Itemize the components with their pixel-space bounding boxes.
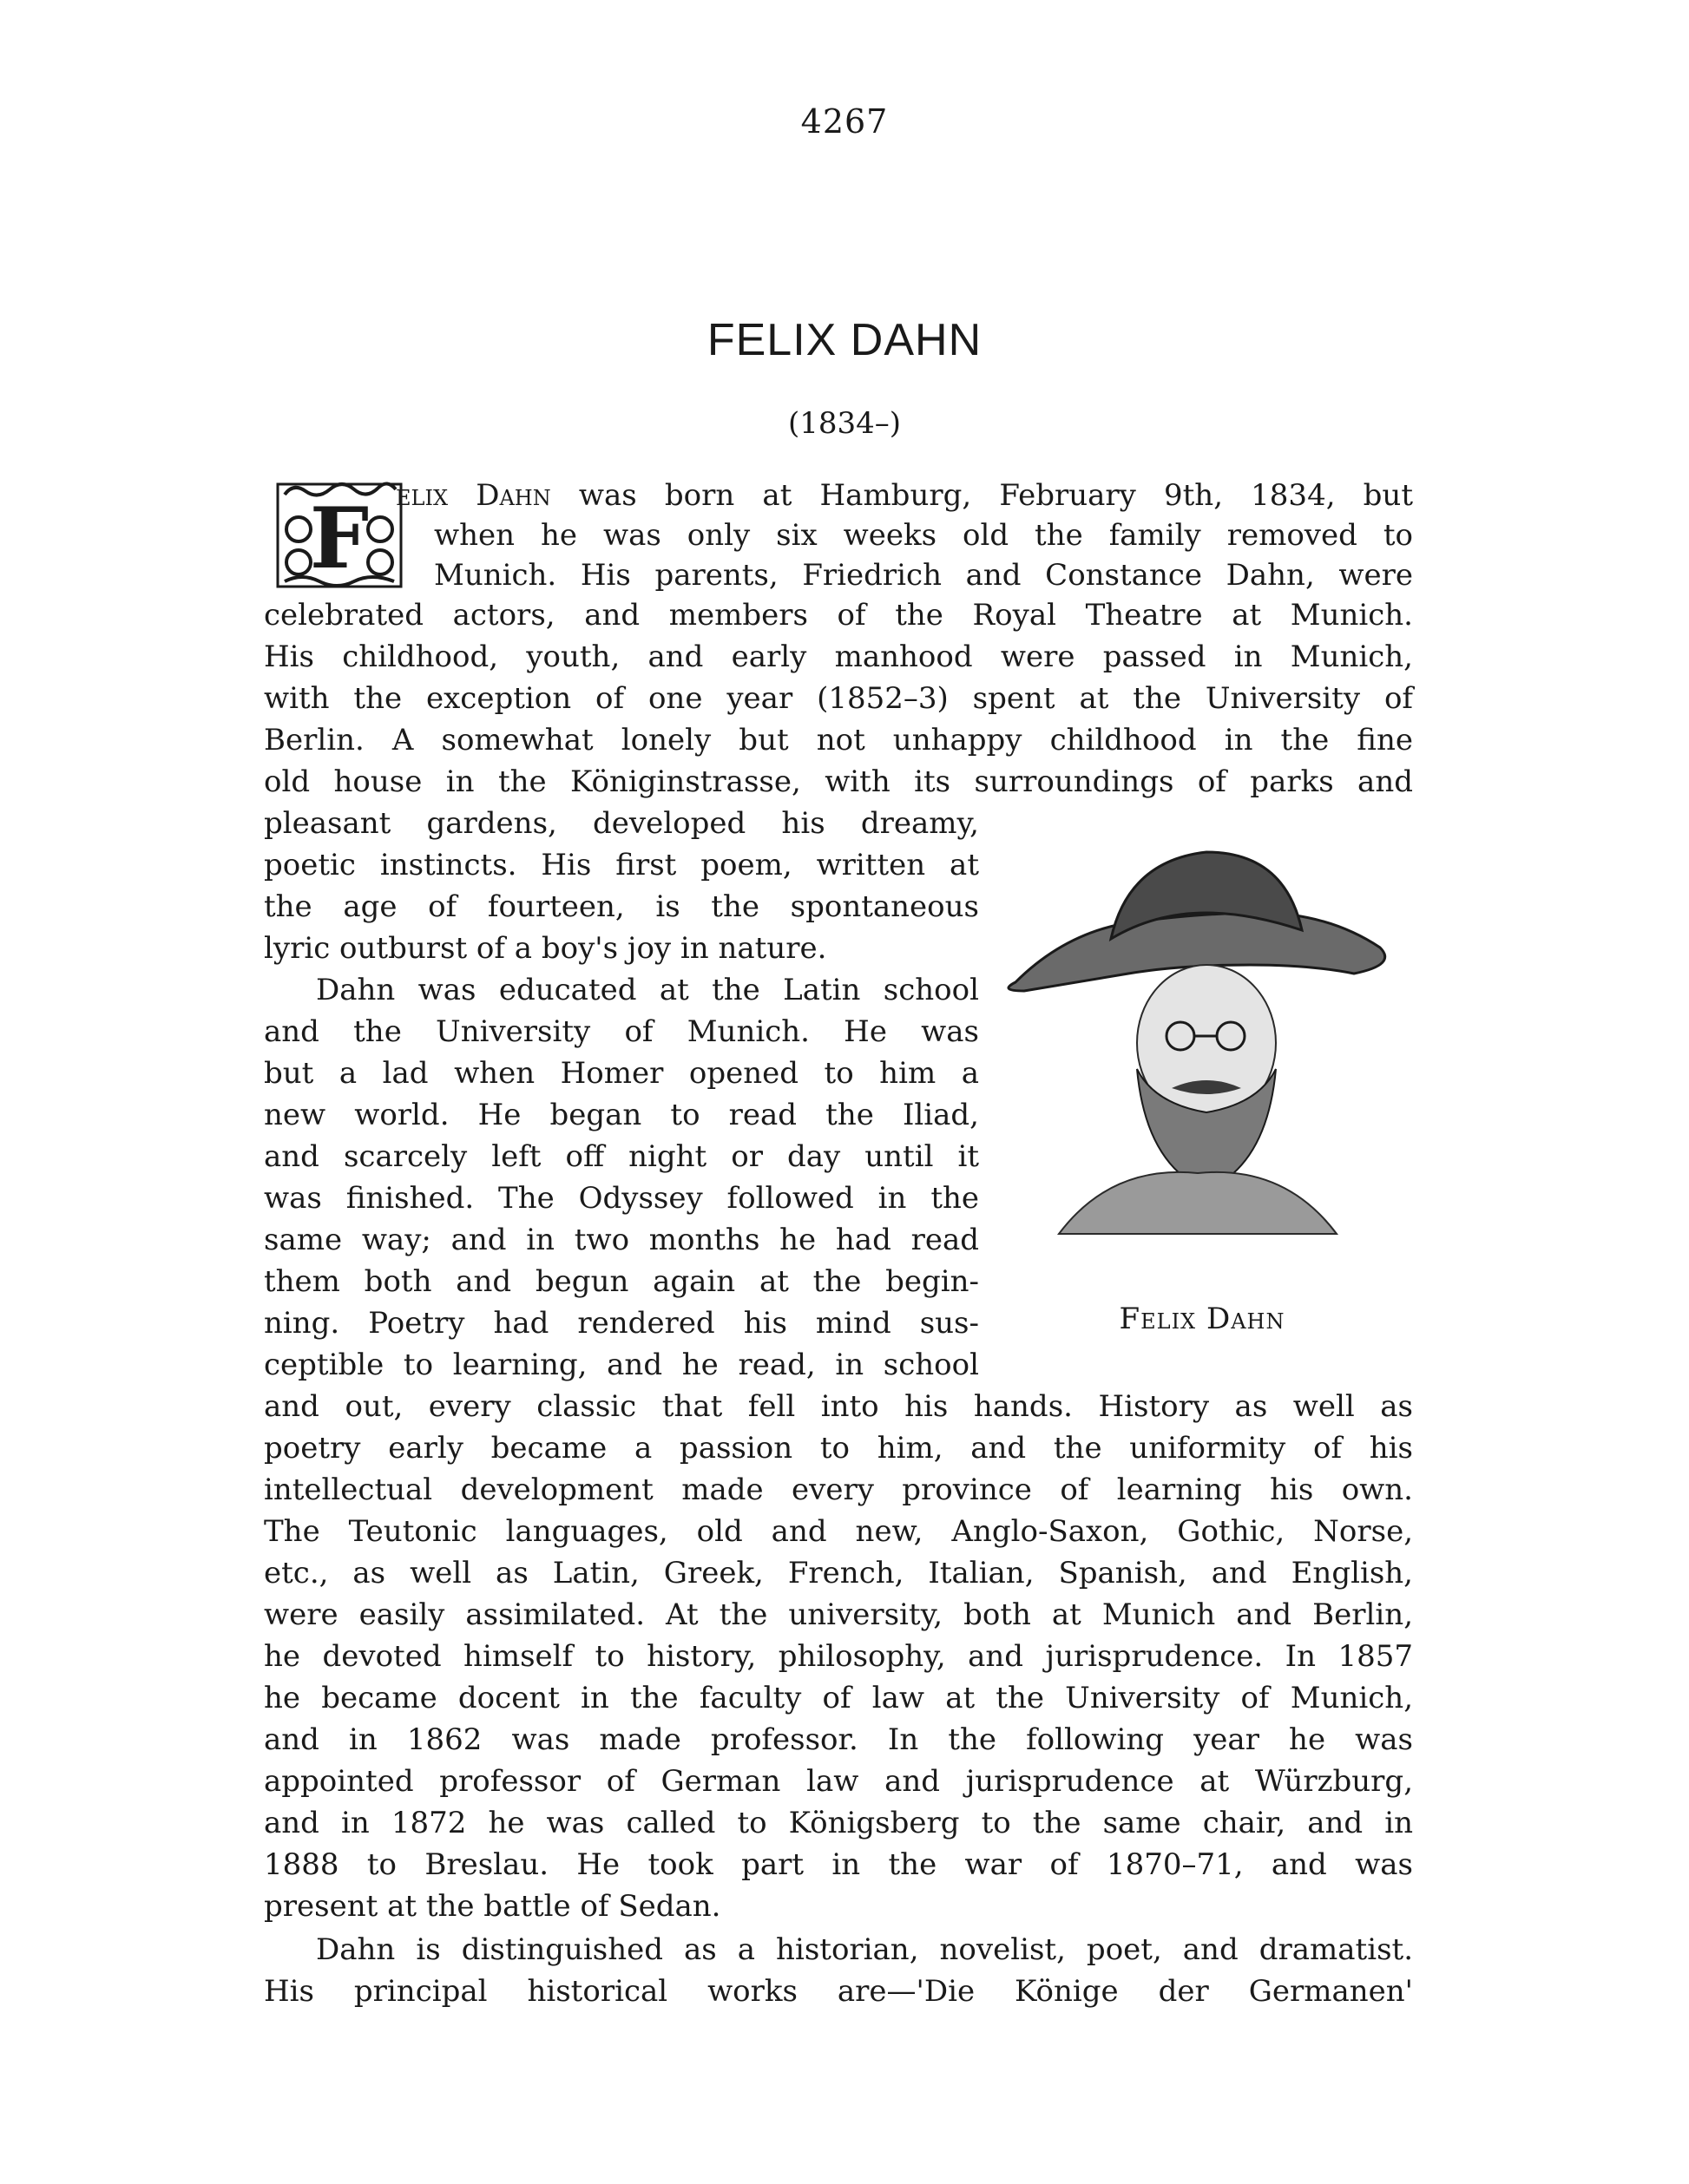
text-line: with the exception of one year (1852–3) spent at the University of [264,681,1413,716]
text-line: poetic instincts. His first poem, written at [264,848,979,882]
text-line: pleasant gardens, developed his dreamy, [264,806,979,841]
page-number: 4267 [800,102,889,141]
text-line: was finished. The Odyssey followed in the [264,1181,979,1216]
text-line: His childhood, youth, and early manhood were passed in Munich, [264,639,1413,674]
text-line: lyric outburst of a boy's joy in nature. [264,931,827,966]
text-line: when he was only six weeks old the family removed to [434,518,1413,553]
text-line: Berlin. A somewhat lonely but not unhappy childhood in the fine [264,723,1413,758]
text-line: etc., as well as Latin, Greek, French, Italian, Spanish, and English, [264,1556,1413,1590]
text-line: the age of fourteen, is the spontaneous [264,889,979,924]
text-line: new world. He began to read the Iliad, [264,1098,979,1132]
text-line: elix Dahn was born at Hamburg, February 9th, 1834, but [396,478,1413,513]
text-line: and the University of Munich. He was [264,1014,979,1049]
text-line: same way; and in two months he had read [264,1223,979,1257]
text-line: present at the battle of Sedan. [264,1889,721,1924]
text-line: ning. Poetry had rendered his mind sus- [264,1306,979,1341]
text-line: and in 1862 was made professor. In the following year he was [264,1722,1413,1757]
text-line: poetry early became a passion to him, and the uniformity of his [264,1431,1413,1466]
portrait-engraving [1007,835,1389,1269]
text-line: Dahn is distinguished as a historian, novelist, poet, and dramatist. [316,1932,1413,1967]
text-line: old house in the Königinstrasse, with its surroundings of parks and [264,764,1413,799]
text-line: and scarcely left off night or day until it [264,1139,979,1174]
text-line: ceptible to learning, and he read, in school [264,1348,979,1382]
text-line: he became docent in the faculty of law at the University of Munich, [264,1681,1413,1715]
drop-cap-ornament [274,477,404,590]
text-line: and out, every classic that fell into his hands. History as well as [264,1389,1413,1424]
drop-cap-letter: F [309,489,370,587]
text-line: The Teutonic languages, old and new, Anglo-Saxon, Gothic, Norse, [264,1514,1413,1549]
text-line: Dahn was educated at the Latin school [316,973,979,1007]
text-line: and in 1872 he was called to Königsberg to the same chair, and in [264,1806,1413,1840]
text-line: Munich. His parents, Friedrich and Constance Dahn, were [434,558,1413,593]
text-line: His principal historical works are—'Die Könige der Germanen' [264,1974,1413,2009]
text-line: celebrated actors, and members of the Royal Theatre at Munich. [264,598,1413,633]
text-line: he devoted himself to history, philosophy, and jurisprudence. In 1857 [264,1639,1413,1674]
text-line: them both and begun again at the begin- [264,1264,979,1299]
article-title: FELIX DAHN [706,315,983,365]
text-line: were easily assimilated. At the university, both at Munich and Berlin, [264,1597,1413,1632]
life-dates: (1834–) [787,406,902,441]
text-line: appointed professor of German law and jurisprudence at Würzburg, [264,1764,1413,1799]
text-line: intellectual development made every province of learning his own. [264,1472,1413,1507]
text-line: but a lad when Homer opened to him a [264,1056,979,1091]
text-line: 1888 to Breslau. He took part in the war of 1870–71, and was [264,1847,1413,1882]
portrait-caption: Felix Dahn [1119,1302,1285,1336]
